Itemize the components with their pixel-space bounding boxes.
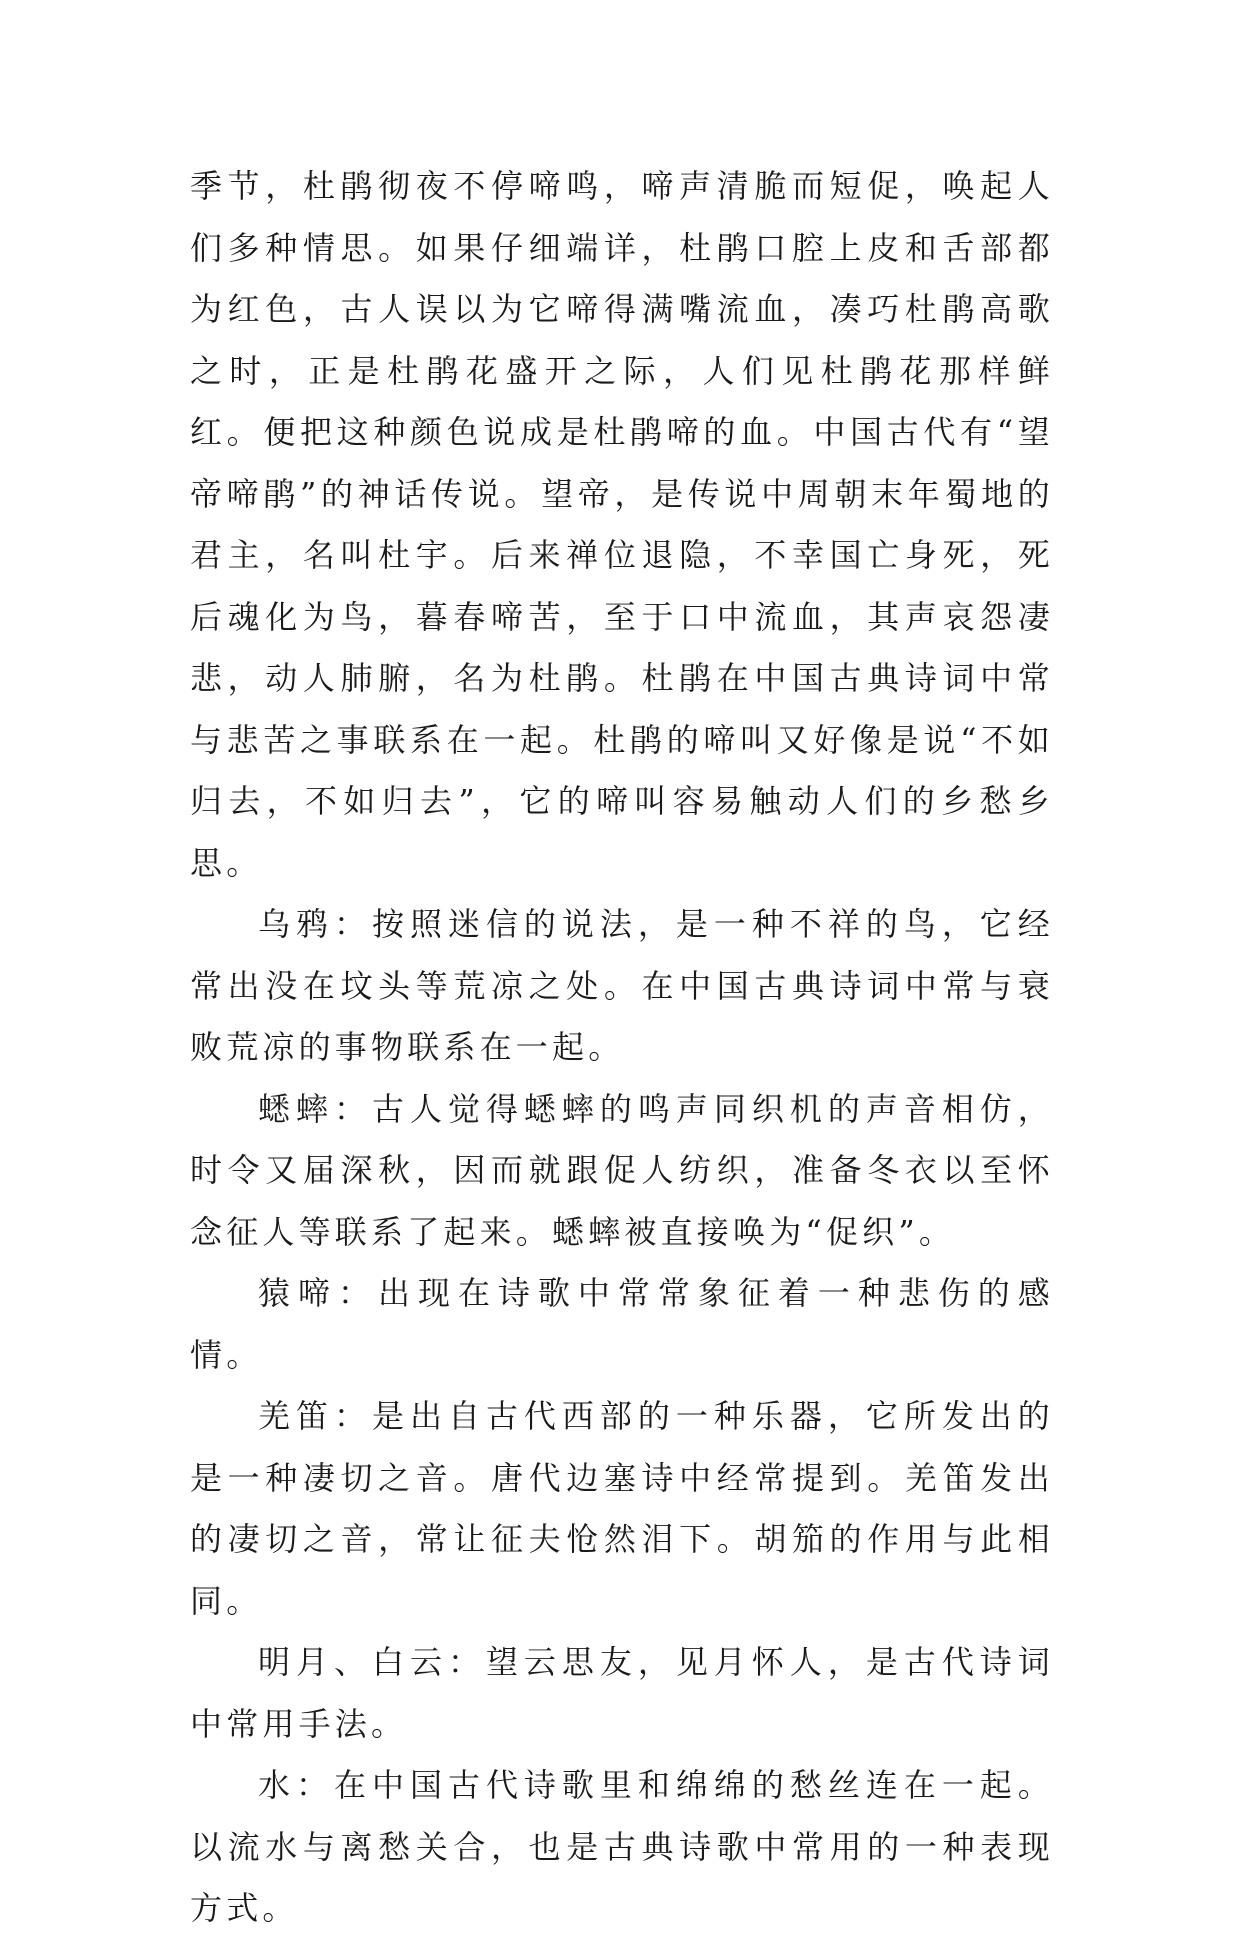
paragraph-dujuan: 季节，杜鹃彻夜不停啼鸣，啼声清脆而短促，唤起人们多种情思。如果仔细端详，杜鹃口腔上皮和舌部都为红色，古人误以为它啼得满嘴流血，凑巧杜鹃高歌之时，正是杜鹃花盛开之际，人们见杜鹃花那样鲜红。便把这种颜色说成是杜鹃啼的血。中国古代有“望帝啼鹃”的神话传说。望帝，是传说中周朝末年蜀地的君主，名叫杜宇。后来禅位退隐，不幸国亡身死，死后魂化为鸟，暮春啼苦，至于口中流血，其声哀怨凄悲，动人肺腑，名为杜鹃。杜鹃在中国古典诗词中常与悲苦之事联系在一起。杜鹃的啼叫又好像是说“不如归去，不如归去”，它的啼叫容易触动人们的乡愁乡思。 — [190, 167, 1054, 882]
paragraph-xishuai: 蟋蟀：古人觉得蟋蟀的鸣声同织机的声音相仿，时令又届深秋，因而就跟促人纺织，准备冬衣以至怀念征人等联系了起来。蟋蟀被直接唤为“促织”。 — [190, 1089, 1054, 1251]
paragraph-qiangdi: 羌笛：是出自古代西部的一种乐器，它所发出的是一种凄切之音。唐代边塞诗中经常提到。羌笛发出的凄切之音，常让征夫怆然泪下。胡笳的作用与此相同。 — [190, 1397, 1054, 1620]
paragraph-mingyue: 明月、白云：望云思友，见月怀人，是古代诗词中常用手法。 — [190, 1643, 1054, 1743]
body-text — [190, 156, 1054, 1940]
paragraph-shui: 水：在中国古代诗歌里和绵绵的愁丝连在一起。以流水与离愁关合，也是古典诗歌中常用的一种表现方式。 — [190, 1766, 1054, 1927]
paragraph-wuya: 乌鸦：按照迷信的说法，是一种不祥的鸟，它经常出没在坟头等荒凉之处。在中国古典诗词中常与衰败荒凉的事物联系在一起。 — [190, 905, 1054, 1066]
paragraph-yuanti: 猿啼：出现在诗歌中常常象征着一种悲伤的感情。 — [190, 1274, 1054, 1374]
